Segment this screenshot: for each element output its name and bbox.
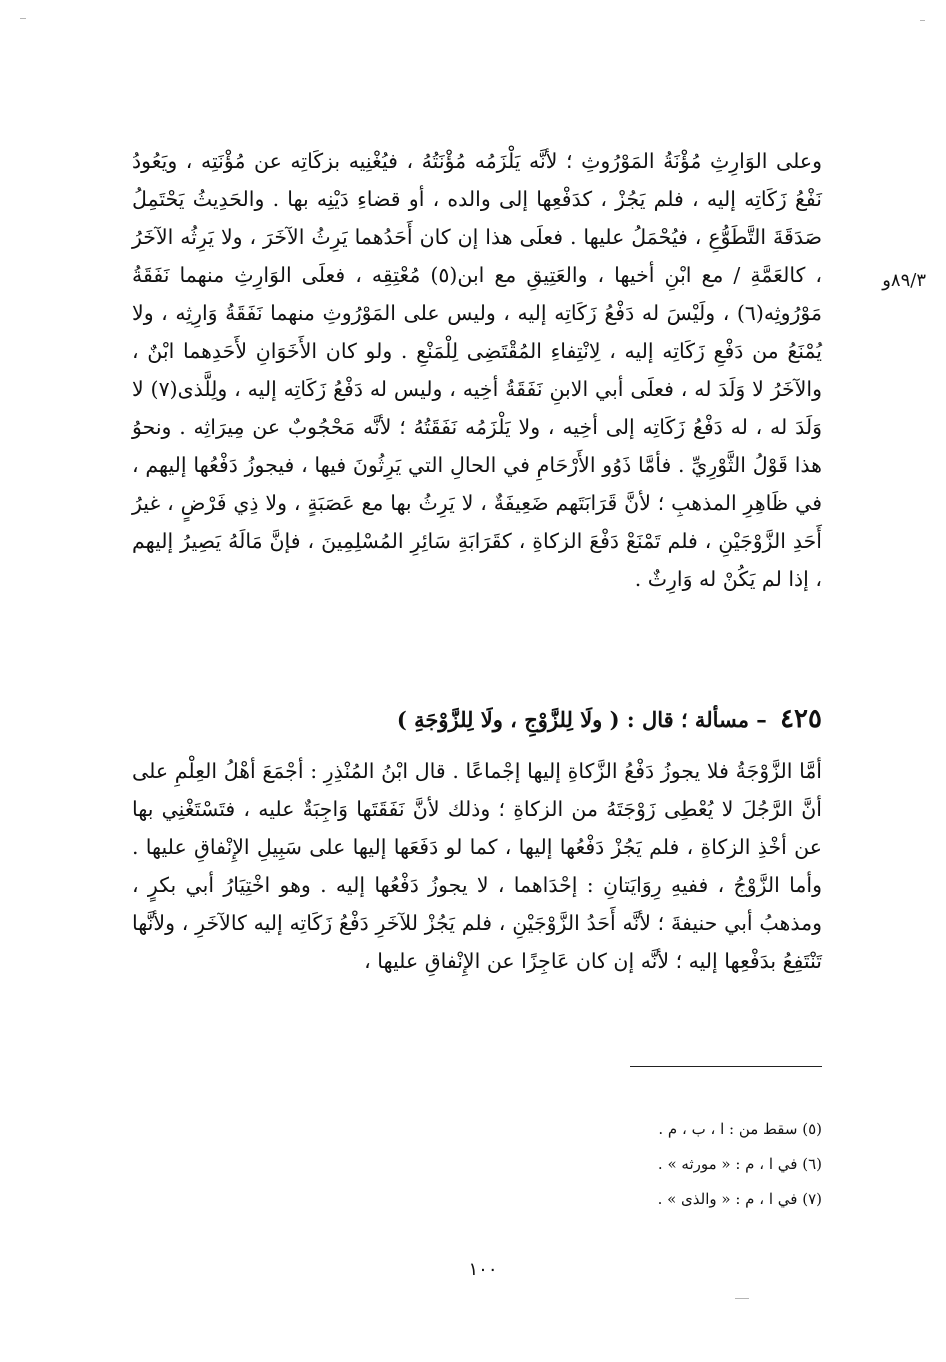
folio-reference: ٨٩/٣و xyxy=(882,270,926,291)
body-paragraph-1: وعلى الوَارِثِ مُؤْنَةُ المَوْرُوثِ ؛ لأنَّه يَلْزَمُه مُؤْنَتُهُ ، فيُغْنِيه بزكَاتِه عن مُؤْنَتِه ، ويَعُودُ نَفْعُ زَكَاتِه إليه ، فلم يَجُزْ ، كدَفْعِها إلى والده ، أو قضاءِ دَيْنِه بها . والحَدِيثُ يَحْتَمِلُ صَدَقَةَ التَّطَوُّعِ ، فيُحْمَلُ عليها . فعلَى هذا إن كان أَحَدُهما يَرِثُ الآخَرَ ، ولا يَرِثُه الآخَرُ ، كالعَمَّةِ / مع ابْنِ أخيها ، والعَتِيقِ مع ابن(٥) مُعْتِقِه ، فعلَى الوَارِثِ منهما نَفَقَةُ مَوْرُوثِه(٦) ، ولَيْسَ له دَفْعُ زَكَاتِه إليه ، وليس على المَوْرُوثِ منهما نَفَقَةُ وَارِثِه ، ولا يُمْنَعُ من دَفْعِ زَكَاتِه إليه ، لِانْتِفاءِ المُقْتَضِى لِلْمَنْعِ . ولو كان الأَخَوَانِ لأَحَدِهما ابْنٌ ، والآخَرُ لا وَلَدَ له ، فعلَى أبي الابنِ نَفَقَةُ أخِيه ، وليس له دَفْعُ زَكَاتِه إليه ، ولِلَّذى(٧) لا وَلَدَ له ، له دَفْعُ زَكَاتِه إلى أخِيه ، ولا يَلْزَمُه نَفَقَتُهُ ؛ لأنَّه مَحْجُوبٌ عن مِيرَاثِه . ونحوُ هذا قَوْلُ الثَّوْرِيِّ . فأمَّا ذَوُو الأَرْحَامِ في الحالِ التي يَرِثُونَ فيها ، فيجوزُ دَفْعُها إليهم ، في ظَاهِرِ المذهبِ ؛ لأنَّ قَرَابَتَهم ضَعِيفَةٌ ، لا يَرِثُ بها مع عَصَبَةٍ ، ولا ذِي فَرْضٍ ، غيرُ أَحَدِ الزَّوْجَيْنِ ، فلم تَمْنَعْ دَفْعَ الزكاةِ ، كقَرَابَةِ سَائِرِ المُسْلِمِينَ ، فإنَّ مَالَهُ يَصِيرُ إليهم ، إذا لم يَكُنْ له وَارِثٌ . xyxy=(132,149,822,591)
scan-speck xyxy=(735,1298,749,1299)
page-number: ١٠٠ xyxy=(468,1259,498,1280)
footnote-6: (٦) في ا ، م : « مورثه » . xyxy=(657,1155,822,1173)
issue-number: ٤٢٥ xyxy=(780,704,822,734)
issue-heading xyxy=(132,700,822,739)
footnote-7: (٧) في ا ، م : « والذى » . xyxy=(657,1190,822,1208)
footnotes-list xyxy=(422,1112,822,1217)
scan-speck xyxy=(920,20,925,21)
scan-speck xyxy=(20,18,26,19)
footnote-divider xyxy=(630,1066,822,1067)
body-paragraph-2: أمَّا الزَّوْجَةُ فلا يجوزُ دَفْعُ الزَّكاةِ إليها إجْماعًا . قال ابْنُ المُنْذِرِ : أجْمَعَ أهْلُ العِلْمِ على أنَّ الرَّجُلَ لا يُعْطِى زَوْجَتَهُ من الزكاةِ ؛ وذلك لأنَّ نَفَقَتَها وَاجِبَةٌ عليه ، فتَسْتَغْنِي بها عن أخْذِ الزكاةِ ، فلم يَجُزْ دَفْعُها إليها ، كما لو دَفَعَها إليها على سَبِيلِ الإِنْفاقِ عليها . وأما الزَّوْجُ ، ففيهِ رِوَايَتانِ : إحْدَاهما ، لا يجوزُ دَفْعُها إليه . وهو اخْتِيَارُ أبي بكرٍ ، ومذهبُ أبي حنيفةَ ؛ لأنَّه أَحَدُ الزَّوْجَيْنِ ، فلم يَجُزْ للآخَرِ دَفْعُ زَكَاتِه إليه كالآخَرِ ، ولأنَّها تَنْتَفِعُ بدَفْعِها إليه ؛ لأنَّه إن كان عَاجِزًا عن الإِنْفاقِ عليها ، xyxy=(132,759,822,973)
footnote-5: (٥) سقط من : ا ، ب ، م . xyxy=(658,1120,822,1138)
issue-title: – مسألة ؛ قال : ( ولَا لِلزَّوْجِ ، ولَا لِلزَّوْجَةِ ) xyxy=(396,707,767,732)
